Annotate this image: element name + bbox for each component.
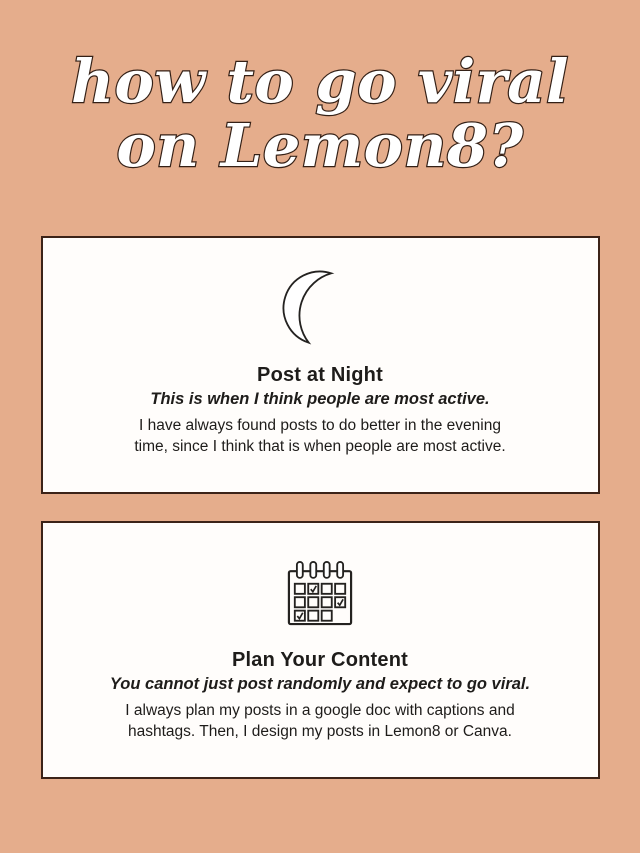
tip-cards	[0, 236, 640, 779]
card-body-line: I always plan my posts in a google doc with captions and	[125, 702, 515, 719]
page-title-line-2: on Lemon8?	[116, 111, 524, 180]
page-title-line-1: how to go viral	[71, 47, 569, 116]
card-body-line: time, since I think that is when people are most active.	[134, 438, 506, 455]
card-body-text	[134, 415, 505, 457]
card-subheading: You cannot just post randomly and expect to go viral.	[109, 675, 531, 693]
card-subheading: This is when I think people are most active.	[150, 390, 490, 408]
page-title	[0, 47, 640, 180]
card-heading: Post at Night	[257, 364, 383, 386]
tip-card-plan-your-content	[41, 521, 600, 779]
card-heading: Plan Your Content	[232, 649, 408, 671]
card-body-text	[125, 700, 514, 742]
card-body-line: hashtags. Then, I design my posts in Lemon8 or Canva.	[127, 723, 512, 740]
card-body-line: I have always found posts to do better in the evening	[139, 417, 501, 434]
calendar-checklist-icon	[278, 553, 362, 633]
crescent-moon-icon	[282, 268, 358, 348]
tip-card-post-at-night	[41, 236, 600, 494]
